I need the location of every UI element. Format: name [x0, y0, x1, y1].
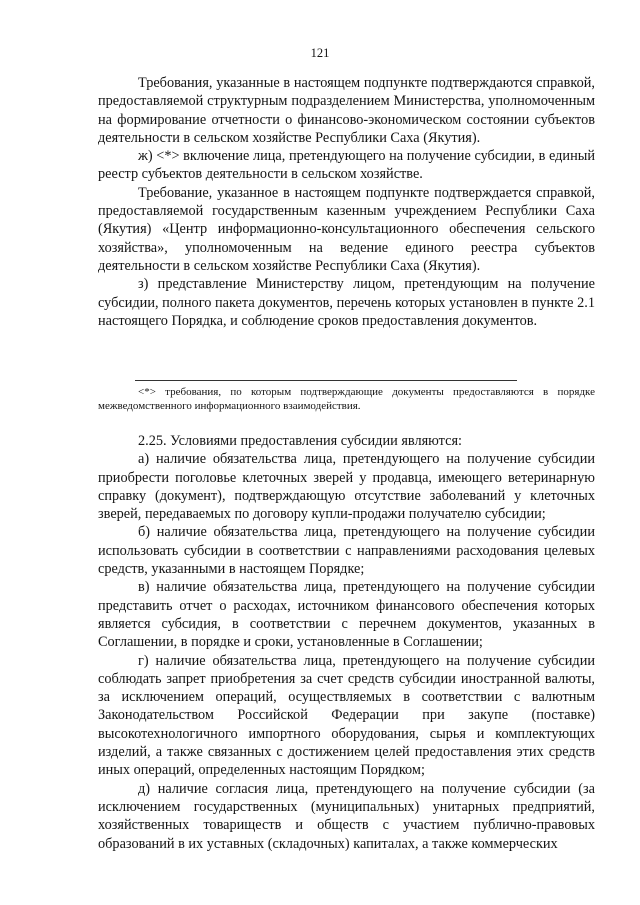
paragraph: д) наличие согласия лица, претендующего на получение субсидии (за исключением государственных (муниципальных) унитарных предприятий, хозяйственных товариществ и обществ с участием публично-правовых образований в их уставных (складочных) капиталах, а также коммерческих [98, 780, 595, 852]
paragraph: 2.25. Условиями предоставления субсидии являются: [138, 433, 462, 449]
footnote-text: <*> требования, по которым подтверждающие документы предоставляются в порядке межведомственного информационного взаимодействия. [98, 386, 595, 412]
paragraph: Требование, указанное в настоящем подпункте подтверждается справкой, предоставляемой государственным казенным учреждением Республики Саха (Якутия) «Центр информационно-консультационного обеспечения сельского хозяйства», уполномоченным на ведение единого реестра субъектов деятельности в сельском хозяйстве Республики Саха (Якутия). [98, 184, 595, 274]
page-number: 121 [310, 46, 330, 60]
paragraph: ж) <*> включение лица, претендующего на получение субсидии, в единый реестр субъектов деятельности в сельском хозяйстве. [98, 148, 595, 183]
paragraph: г) наличие обязательства лица, претендующего на получение субсидии соблюдать запрет приобретения за счет средств субсидии иностранной валюты, за исключением операций, осуществляемых в соответствии с валютным Законодательством Российской Федерации при закупе (поставке) высокотехнологичного импортного оборудования, сырья и комплектующих изделий, а также связанных с достижением целей предоставления этих средств иных операций, определенных настоящим Порядком; [98, 652, 595, 779]
paragraph: а) наличие обязательства лица, претендующего на получение субсидии приобрести поголовье клеточных зверей у продавца, имеющего ветеринарную справку (документ), подтверждающую отсутствие заболеваний у клеточных зверей, передаваемых по договору купли-продажи получателю субсидии; [98, 451, 595, 523]
footnote-divider [135, 380, 517, 381]
paragraph: б) наличие обязательства лица, претендующего на получение субсидии использовать субсидии в соответствии с направлениями расходования целевых средств, указанными в настоящем Порядке; [98, 524, 595, 578]
paragraph: з) представление Министерству лицом, претендующим на получение субсидии, полного пакета документов, перечень которых установлен в пункте 2.1 настоящего Порядка, и соблюдение сроков предоставления документов. [98, 276, 595, 329]
paragraph: в) наличие обязательства лица, претендующего на получение субсидии представить отчет о расходах, источником финансового обеспечения которых является субсидия, в соответствии с перечнем документов, указанных в Соглашении, в порядке и сроки, установленные в Соглашении; [98, 579, 595, 651]
footnote [98, 385, 595, 413]
main-text-section-1 [98, 74, 595, 330]
paragraph: Требования, указанные в настоящем подпункте подтверждаются справкой, предоставляемой структурным подразделением Министерства, уполномоченным на формирование отчетности о финансово-экономическом состоянии субъектов деятельности в сельском хозяйстве Республики Саха (Якутия). [98, 75, 595, 146]
main-text-section-2 [98, 432, 595, 853]
